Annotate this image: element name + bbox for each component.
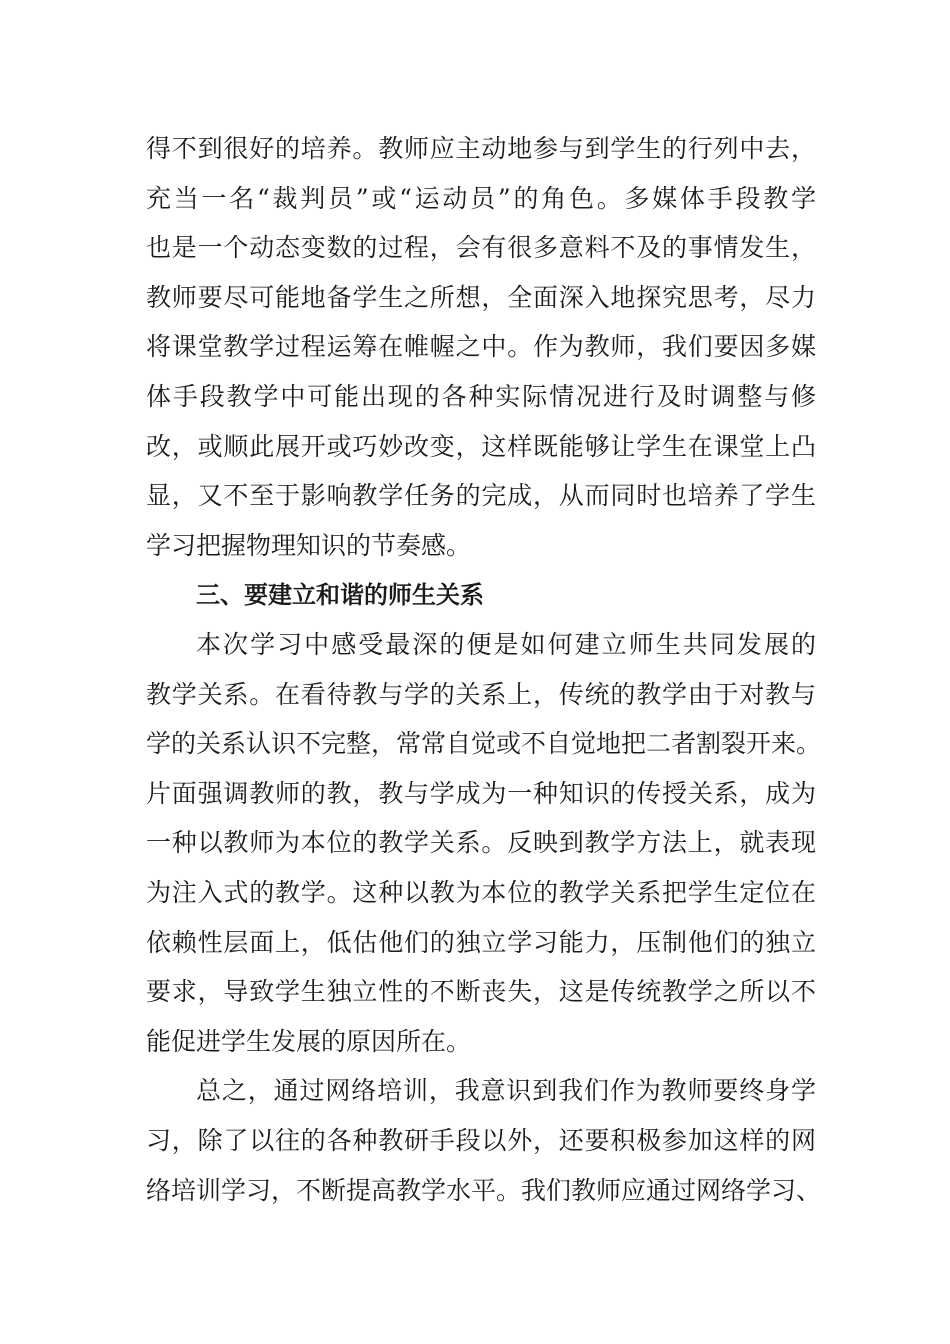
section-heading: 三、要建立和谐的师生关系 [196,581,484,609]
text-line: 改，或顺此展开或巧妙改变，这样既能够让学生在课堂上凸 [146,432,816,461]
text-line: 教学关系。在看待教与学的关系上，传统的教学由于对教与 [146,680,816,709]
text-line: 本次学习中感受最深的便是如何建立师生共同发展的 [196,630,816,659]
text-line: 能促进学生发展的原因所在。 [146,1027,472,1056]
text-line: 得不到很好的培养。教师应主动地参与到学生的行列中去， [146,134,816,163]
text-line: 学的关系认识不完整，常常自觉或不自觉地把二者割裂开来。 [146,729,822,758]
text-line: 总之，通过网络培训，我意识到我们作为教师要终身学 [196,1076,816,1105]
text-line: 依赖性层面上，低估他们的独立学习能力，压制他们的独立 [146,928,816,957]
text-line: 学习把握物理知识的节奏感。 [146,531,472,560]
text-line: 为注入式的教学。这种以教为本位的教学关系把学生定位在 [146,878,816,907]
text-line: 络培训学习，不断提高教学水平。我们教师应通过网络学习、 [146,1176,822,1205]
text-line: 教师要尽可能地备学生之所想，全面深入地探究思考，尽力 [146,283,816,312]
text-line: 将课堂教学过程运筹在帷幄之中。作为教师，我们要因多媒 [146,332,816,361]
text-line: 显，又不至于影响教学任务的完成，从而同时也培养了学生 [146,481,816,510]
text-line: 要求，导致学生独立性的不断丧失，这是传统教学之所以不 [146,977,816,1006]
text-line: 一种以教师为本位的教学关系。反映到教学方法上，就表现 [146,828,816,857]
text-line: 体手段教学中可能出现的各种实际情况进行及时调整与修 [146,382,816,411]
text-line: 片面强调教师的教，教与学成为一种知识的传授关系，成为 [146,779,816,808]
text-line: 也是一个动态变数的过程，会有很多意料不及的事情发生， [146,233,816,262]
text-line: 习，除了以往的各种教研手段以外，还要积极参加这样的网 [146,1126,816,1155]
text-line: 充当一名“裁判员”或“运动员”的角色。多媒体手段教学 [146,184,816,213]
